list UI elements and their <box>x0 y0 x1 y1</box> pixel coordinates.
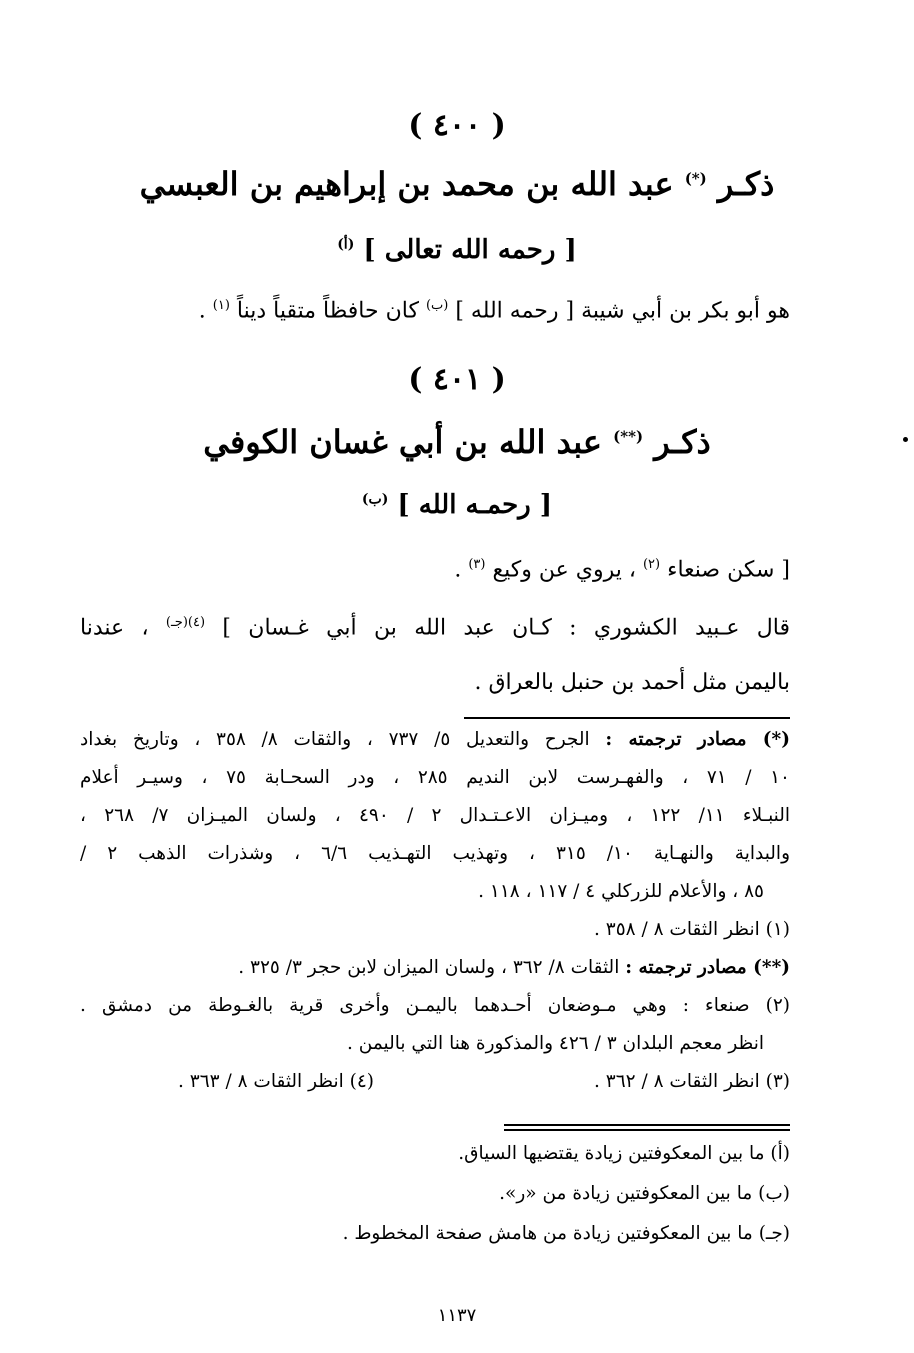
margin-dot <box>903 437 908 442</box>
page-number: ١١٣٧ <box>437 1305 477 1326</box>
entry-401-title-prefix: ذكـر <box>654 423 711 461</box>
entry-401-line-1 <box>454 557 790 582</box>
entry-401-subtitle-mark: (ب) <box>361 491 389 508</box>
entry-401-line-2 <box>80 615 790 640</box>
variant-note-a: (أ) ما بين المعكوفتين زيادة يقتضيها السياق. <box>458 1143 790 1164</box>
footnote-line-10-left: (٤) انظر الثقات ٨ / ٣٦٣ . <box>178 1071 374 1092</box>
entry-400-number: ( ٤٠٠ ) <box>408 108 506 143</box>
entry-400-text-mark-b: (ب) <box>425 298 449 313</box>
footnote-divider <box>464 717 790 719</box>
entry-401-line-1-mark-3: (٣) <box>468 557 486 572</box>
footnote-line-3: النبـلاء ١١/ ١٢٢ ، وميـزان الاعـتـدال ٢ / ٤٩٠ ، ولسان الميـزان ٧/ ٢٦٨ ، <box>80 805 791 826</box>
footnote-line-4: والبداية والنهـاية ١٠/ ٣١٥ ، وتهذيب التهـذيب ٦/٦ ، وشذرات الذهب ٢ / <box>80 843 791 864</box>
entry-401-subtitle-text: [ رحمـه الله ] <box>397 490 553 520</box>
entry-400-text-mark-1: (١) <box>212 298 230 313</box>
entry-401-line-1-a: [ سكن صنعاء <box>667 557 790 583</box>
entry-400-title-mark: (*) <box>684 169 707 188</box>
entry-400-title <box>0 165 914 203</box>
entry-400-subtitle <box>0 235 914 265</box>
entry-401-title <box>0 423 914 461</box>
entry-401-line-2-mark: (٤)(جـ) <box>165 615 206 630</box>
entry-400-title-prefix: ذكـر <box>717 165 775 203</box>
footnote-line-1 <box>80 729 790 750</box>
entry-400-text-a: هو أبو بكر بن أبي شيبة [ رحمه الله ] <box>455 298 790 324</box>
entry-401-line-3: باليمن مثل أحمد بن حنبل بالعراق . <box>474 670 790 695</box>
footnote-line-6: (١) انظر الثقات ٨ / ٣٥٨ . <box>594 919 790 940</box>
entry-401-line-1-end: . <box>454 557 462 583</box>
entry-401-line-2-b: ، عندنا <box>80 615 149 641</box>
entry-401-line-1-b: ، يروي عن وكيع <box>492 557 636 583</box>
entry-401-line-1-mark-2: (٢) <box>642 557 661 572</box>
footnote-line-9: انظر معجم البلدان ٣ / ٤٢٦ والمذكورة هنا التي باليمن . <box>346 1033 764 1054</box>
footnote-1-text: الجرح والتعديل ٥/ ٧٣٧ ، والثقات ٨/ ٣٥٨ ، وتاريخ بغداد <box>80 729 590 750</box>
variant-note-b: (ب) ما بين المعكوفتين زيادة من «ر». <box>499 1183 790 1204</box>
variant-divider-top <box>504 1124 790 1126</box>
entry-401-number: ( ٤٠١ ) <box>408 362 506 397</box>
footnote-7-text: الثقات ٨/ ٣٦٢ ، ولسان الميزان لابن حجر ٣/ ٣٢٥ . <box>238 957 620 978</box>
variant-note-c: (جـ) ما بين المعكوفتين زيادة من هامش صفحة المخطوط . <box>342 1223 790 1244</box>
entry-400-subtitle-text: [ رحمه الله تعالى ] <box>363 235 577 265</box>
entry-401-line-2-a: قال عـبيد الكشوري : كـان عبد الله بن أبي غـسان ] <box>222 615 790 641</box>
entry-400-text <box>199 298 790 323</box>
footnote-line-5: ٨٥ ، والأعلام للزركلي ٤ / ١١٧ ، ١١٨ . <box>478 881 764 902</box>
footnote-line-8: (٢) صنعاء : وهي مـوضعان أحـدهما باليمـن وأخرى قرية بالغـوطة من دمشق . <box>80 995 790 1016</box>
entry-400-text-end: . <box>198 298 206 324</box>
entry-400-title-name: عبد الله بن محمد بن إبراهيم بن العبسي <box>139 165 674 203</box>
entry-401-title-name: عبد الله بن أبي غسان الكوفي <box>203 423 603 461</box>
variant-divider-bottom <box>504 1129 790 1131</box>
footnote-line-2: ١٠ / ٧١ ، والفهـرست لابن النديم ٢٨٥ ، ودر السحـابة ٧٥ ، وسيـر أعلام <box>80 767 790 788</box>
footnote-7-lead: (**) مصادر ترجمته : <box>625 957 790 978</box>
entry-400-subtitle-mark: (أ) <box>337 236 355 253</box>
entry-401-subtitle <box>0 490 914 520</box>
entry-400-text-b: كان حافظاً متقياً ديناً <box>236 298 419 324</box>
entry-401-title-mark: (**) <box>613 427 644 446</box>
footnote-line-10-right: (٣) انظر الثقات ٨ / ٣٦٢ . <box>594 1071 790 1092</box>
footnote-line-7 <box>238 957 790 978</box>
footnote-1-lead: (*) مصادر ترجمته : <box>605 729 790 750</box>
